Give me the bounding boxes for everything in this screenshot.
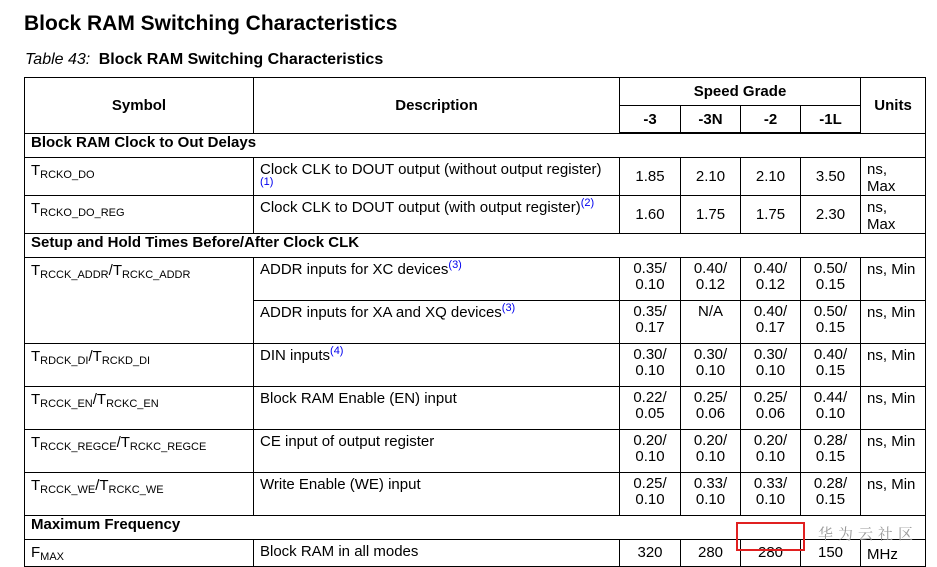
symbol-subscript: RCKC_WE <box>108 484 164 496</box>
value-text: 3.50 <box>815 167 846 185</box>
value-text: 1.75 <box>755 205 786 223</box>
symbol-cell <box>25 540 254 567</box>
value-cell <box>801 344 861 387</box>
symbol-cell: $T_{RCCK\_EN}/T_{RCKC\_EN}$ <box>25 387 254 430</box>
symbol-base: T <box>31 477 41 494</box>
symbol-subscript: RCCK_REGCE <box>40 441 117 453</box>
description-cell <box>254 344 620 387</box>
value-cell <box>681 430 741 473</box>
units-cell: ns, Min <box>861 387 926 430</box>
symbol-base: T <box>120 434 130 451</box>
footnote-link[interactable]: (4) <box>330 345 344 357</box>
value-line: 0.10 <box>755 362 786 379</box>
table-row <box>25 430 926 473</box>
symbol-subscript: RCCK_EN <box>40 398 93 410</box>
value-line: 0.28/ <box>813 475 848 492</box>
value-line: 0.50/ <box>813 260 848 277</box>
symbol-subscript: RCCK_WE <box>40 484 96 496</box>
table-row <box>25 196 926 234</box>
value-line: 0.35/ <box>633 303 667 320</box>
symbol-base: T <box>31 200 41 217</box>
header-speed-grade: Speed Grade <box>620 78 861 106</box>
symbol-subscript: MAX <box>40 551 65 563</box>
description-cell <box>254 540 620 567</box>
value-text: 280 <box>697 544 724 561</box>
value-cell <box>681 158 741 196</box>
symbol-subscript: RCKO_DO_REG <box>40 207 125 219</box>
value-cell <box>620 196 681 234</box>
value-line: 0.05 <box>635 405 665 422</box>
value-text: 2.30 <box>815 205 846 223</box>
value-line: 0.20/ <box>693 432 728 449</box>
value-cell <box>620 344 681 387</box>
value-line: 0.10 <box>695 362 726 379</box>
value-line: N/A <box>697 303 723 320</box>
value-line: 0.50/ <box>813 303 848 320</box>
value-cell <box>620 301 681 344</box>
units-cell: ns, Min <box>861 473 926 516</box>
value-line: 0.10 <box>635 276 665 293</box>
symbol-base: T <box>92 348 102 365</box>
table-row <box>25 344 926 387</box>
symbol-cell: $T_{RCCK\_WE}/T_{RCKC\_WE}$ <box>25 473 254 516</box>
value-cell <box>620 430 681 473</box>
value-line: 0.10 <box>815 405 846 422</box>
value-line: 0.06 <box>755 405 786 422</box>
value-line: 0.33/ <box>753 475 788 492</box>
table-caption <box>25 51 383 69</box>
value-line: 0.40/ <box>753 303 788 320</box>
symbol-cell: $T_{RDCK\_DI}/T_{RCKD\_DI}$ <box>25 344 254 387</box>
value-line: 0.20/ <box>633 432 667 449</box>
header-grade: -3 <box>620 106 681 134</box>
value-cell <box>741 344 801 387</box>
units-cell: ns, Max <box>861 196 926 234</box>
value-text: 1.85 <box>635 167 665 185</box>
value-line: 0.15 <box>815 448 846 465</box>
value-line: 0.17 <box>755 319 786 336</box>
symbol-subscript: RCKO_DO <box>40 169 95 181</box>
header-units: Units <box>861 78 926 134</box>
value-text: 2.10 <box>695 167 726 185</box>
value-cell <box>801 473 861 516</box>
value-line: 0.25/ <box>753 389 788 406</box>
symbol-base: T <box>96 391 107 408</box>
value-text: 2.10 <box>755 167 786 185</box>
symbol-cell: $T_{RCCK\_ADDR}/T_{RCKC\_ADDR}$ <box>25 258 254 344</box>
value-line: 0.30/ <box>753 346 788 363</box>
value-line: 0.30/ <box>693 346 728 363</box>
value-cell <box>801 301 861 344</box>
header-grade: -3N <box>681 106 741 134</box>
value-line: 0.17 <box>635 319 665 336</box>
units-cell: MHz <box>861 540 926 567</box>
symbol-base: T <box>31 348 41 365</box>
units-cell: ns, Min <box>861 430 926 473</box>
value-cell <box>620 258 681 301</box>
value-line: 0.15 <box>815 491 846 508</box>
units-cell: ns, Min <box>861 301 926 344</box>
symbol-cell <box>25 196 254 234</box>
value-line: 0.35/ <box>633 260 667 277</box>
description-cell <box>254 301 620 344</box>
value-cell <box>801 387 861 430</box>
highlight-box <box>736 522 805 551</box>
caption-title: Block RAM Switching Characteristics <box>98 51 384 68</box>
value-line: 0.15 <box>815 362 846 379</box>
value-cell <box>741 196 801 234</box>
value-line: 0.22/ <box>633 389 667 406</box>
value-line: 0.40/ <box>813 346 848 363</box>
table-row <box>25 387 926 430</box>
value-line: 0.25/ <box>693 389 728 406</box>
caption-label: Table 43: <box>25 51 91 68</box>
value-cell <box>741 158 801 196</box>
value-cell <box>681 301 741 344</box>
section-title: Maximum Frequency <box>25 516 926 540</box>
value-cell <box>741 258 801 301</box>
description-text: CE input of output register <box>260 433 435 450</box>
symbol-cell <box>25 158 254 196</box>
page-heading: Block RAM Switching Characteristics <box>24 12 398 35</box>
description-cell <box>254 196 620 234</box>
description-cell <box>254 430 620 473</box>
value-line: 0.15 <box>815 319 846 336</box>
value-cell <box>620 158 681 196</box>
value-line: 0.10 <box>695 491 726 508</box>
units-cell: ns, Max <box>861 158 926 196</box>
value-cell <box>741 387 801 430</box>
description-cell <box>254 158 620 196</box>
value-text: 280 <box>757 544 784 561</box>
value-line: 0.28/ <box>813 432 848 449</box>
symbol-subscript: RCKC_ADDR <box>121 269 191 281</box>
symbol-subscript: RDCK_DI <box>40 355 89 367</box>
switching-characteristics-table <box>24 77 926 567</box>
symbol-cell: $T_{RCCK\_REGCE}/T_{RCKC\_REGCE}$ <box>25 430 254 473</box>
description-text: Block RAM in all modes <box>260 543 419 560</box>
value-line: 0.40/ <box>693 260 728 277</box>
value-text: 1.60 <box>635 205 665 223</box>
value-cell <box>741 430 801 473</box>
header-grade: -2 <box>741 106 801 134</box>
value-line: 0.06 <box>695 405 726 422</box>
value-line: 0.20/ <box>753 432 788 449</box>
table-row <box>25 473 926 516</box>
table-row <box>25 158 926 196</box>
value-text: 150 <box>818 544 844 561</box>
symbol-base: F <box>31 544 41 561</box>
description-cell <box>254 387 620 430</box>
section-title: Setup and Hold Times Before/After Clock CLK <box>25 234 926 258</box>
value-cell <box>620 387 681 430</box>
value-line: 0.12 <box>755 276 786 293</box>
description-text: Clock CLK to DOUT output (with output register) <box>260 199 581 216</box>
value-cell <box>801 158 861 196</box>
value-line: 0.44/ <box>813 389 848 406</box>
value-line: 0.25/ <box>633 475 667 492</box>
header-description: Description <box>254 78 620 134</box>
value-text: 1.75 <box>695 205 726 223</box>
description-text: Write Enable (WE) input <box>260 476 421 493</box>
symbol-subscript: RCKD_DI <box>101 355 151 367</box>
units-cell: ns, Min <box>861 344 926 387</box>
value-line: 0.15 <box>815 276 846 293</box>
value-cell <box>741 473 801 516</box>
symbol-subscript: RCCK_ADDR <box>40 269 109 281</box>
footnote-link[interactable]: (1) <box>260 176 274 188</box>
header-symbol: Symbol <box>25 78 254 134</box>
section-title: Block RAM Clock to Out Delays <box>25 133 926 158</box>
value-line: 0.33/ <box>693 475 728 492</box>
value-cell <box>681 196 741 234</box>
description-text: ADDR inputs for XA and XQ devices <box>260 304 502 321</box>
footnote-link[interactable]: (2) <box>580 197 595 209</box>
symbol-base: T <box>31 434 41 451</box>
value-cell <box>681 344 741 387</box>
description-text: Block RAM Enable (EN) input <box>260 390 457 407</box>
description-text: Clock CLK to DOUT output (without output register) <box>260 161 602 178</box>
value-line: 0.12 <box>695 276 726 293</box>
description-text: DIN inputs <box>260 347 331 364</box>
value-cell <box>681 473 741 516</box>
symbol-base: T <box>31 162 41 179</box>
symbol-subscript: RCKC_EN <box>106 398 159 410</box>
value-line: 0.10 <box>755 448 786 465</box>
value-cell <box>681 258 741 301</box>
value-line: 0.10 <box>695 448 726 465</box>
symbol-base: T <box>31 262 41 279</box>
header-grade: -1L <box>801 106 861 134</box>
value-line: 0.40/ <box>753 260 788 277</box>
value-cell <box>681 540 741 567</box>
footnote-link[interactable]: (3) <box>501 302 516 314</box>
table-body <box>25 133 926 567</box>
value-cell <box>741 301 801 344</box>
table-row <box>25 258 926 301</box>
description-text: ADDR inputs for XC devices <box>260 261 449 278</box>
description-cell <box>254 258 620 301</box>
value-cell <box>801 258 861 301</box>
watermark: 华为云社区 <box>818 525 919 543</box>
symbol-base: T <box>31 391 41 408</box>
value-line: 0.30/ <box>633 346 667 363</box>
value-line: 0.10 <box>755 491 786 508</box>
symbol-base: T <box>99 477 109 494</box>
section-row <box>25 133 926 158</box>
footnote-link[interactable]: (3) <box>448 259 462 271</box>
value-text: 320 <box>637 544 663 561</box>
value-cell <box>801 196 861 234</box>
value-cell <box>801 430 861 473</box>
value-line: 0.10 <box>635 491 665 508</box>
value-cell <box>620 540 681 567</box>
units-cell: ns, Min <box>861 258 926 301</box>
value-cell <box>620 473 681 516</box>
symbol-subscript: RCKC_REGCE <box>129 441 207 453</box>
description-cell <box>254 473 620 516</box>
value-line: 0.10 <box>635 362 665 379</box>
section-row <box>25 234 926 258</box>
value-cell <box>681 387 741 430</box>
symbol-base: T <box>112 262 122 279</box>
value-line: 0.10 <box>635 448 665 465</box>
